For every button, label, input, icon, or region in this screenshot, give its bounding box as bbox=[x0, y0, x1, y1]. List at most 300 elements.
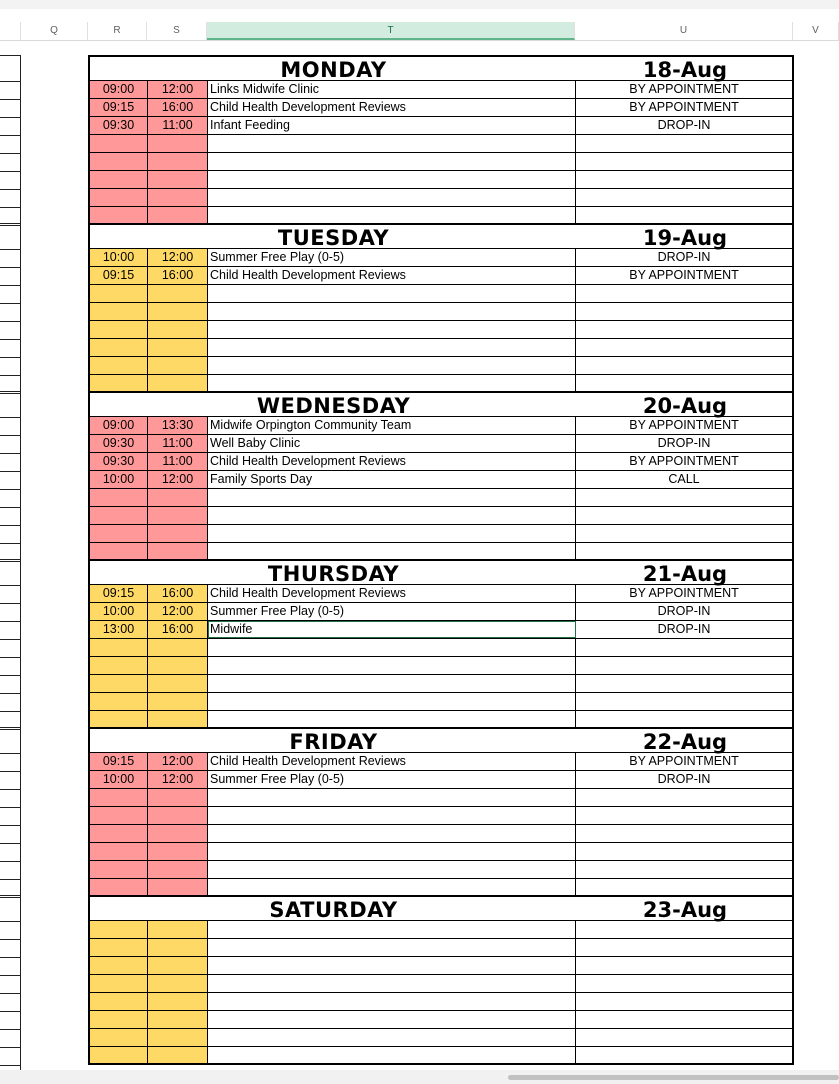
grid-line bbox=[0, 393, 21, 394]
start-time-cell[interactable] bbox=[90, 861, 148, 878]
activity-cell[interactable] bbox=[208, 957, 576, 974]
activity-cell[interactable] bbox=[208, 489, 576, 506]
grid-line bbox=[0, 939, 21, 940]
grid-line bbox=[0, 153, 21, 154]
start-time-cell[interactable]: 13:00 bbox=[90, 621, 148, 638]
end-time-cell[interactable] bbox=[148, 657, 208, 674]
grid-line bbox=[0, 727, 21, 728]
start-time-cell[interactable] bbox=[90, 339, 148, 356]
start-time-cell[interactable] bbox=[90, 525, 148, 542]
end-time-cell[interactable] bbox=[148, 789, 208, 806]
end-time-cell[interactable] bbox=[148, 375, 208, 392]
activity-cell[interactable] bbox=[208, 711, 576, 728]
booking-type-cell[interactable] bbox=[576, 921, 792, 938]
activity-cell[interactable] bbox=[208, 1011, 576, 1028]
activity-cell[interactable] bbox=[208, 789, 576, 806]
schedule-row[interactable] bbox=[88, 507, 794, 525]
booking-type-cell[interactable] bbox=[576, 675, 792, 692]
activity-cell[interactable]: Infant Feeding bbox=[208, 117, 576, 134]
start-time-cell[interactable] bbox=[90, 993, 148, 1010]
booking-type-cell[interactable] bbox=[576, 489, 792, 506]
column-header-5[interactable]: U bbox=[575, 22, 793, 40]
end-time-cell[interactable]: 16:00 bbox=[148, 621, 208, 638]
activity-cell[interactable] bbox=[208, 207, 576, 224]
schedule-row[interactable] bbox=[88, 471, 794, 489]
day-name: MONDAY bbox=[280, 58, 387, 82]
activity-cell[interactable] bbox=[208, 807, 576, 824]
grid-line bbox=[0, 525, 21, 526]
start-time-cell[interactable] bbox=[90, 789, 148, 806]
schedule-row[interactable] bbox=[88, 693, 794, 711]
start-time-cell[interactable] bbox=[90, 207, 148, 224]
day-date: 18-Aug bbox=[642, 58, 728, 82]
grid-line bbox=[0, 117, 21, 118]
end-time-cell[interactable] bbox=[148, 339, 208, 356]
schedule-row[interactable] bbox=[88, 1011, 794, 1029]
start-time-cell[interactable]: 09:15 bbox=[90, 267, 148, 284]
schedule-row[interactable] bbox=[88, 975, 794, 993]
booking-type-cell[interactable] bbox=[576, 153, 792, 170]
schedule-row[interactable] bbox=[88, 153, 794, 171]
end-time-cell[interactable] bbox=[148, 1047, 208, 1064]
grid-line bbox=[0, 171, 21, 172]
activity-cell[interactable] bbox=[208, 375, 576, 392]
activity-cell[interactable]: Child Health Development Reviews bbox=[208, 453, 576, 470]
booking-type-cell[interactable] bbox=[576, 861, 792, 878]
grid-line bbox=[0, 861, 21, 862]
start-time-cell[interactable] bbox=[90, 879, 148, 896]
schedule-row[interactable] bbox=[88, 843, 794, 861]
end-time-cell[interactable] bbox=[148, 189, 208, 206]
booking-type-cell[interactable] bbox=[576, 171, 792, 188]
day-header-saturday[interactable] bbox=[88, 895, 794, 921]
grid-line bbox=[0, 135, 21, 136]
grid-line bbox=[0, 561, 21, 562]
grid-line bbox=[0, 303, 21, 304]
schedule-row[interactable] bbox=[88, 453, 794, 471]
grid-line bbox=[0, 189, 21, 190]
schedule-row[interactable] bbox=[88, 321, 794, 339]
end-time-cell[interactable]: 12:00 bbox=[148, 603, 208, 620]
start-time-cell[interactable]: 09:15 bbox=[90, 753, 148, 770]
start-time-cell[interactable] bbox=[90, 189, 148, 206]
booking-type-cell[interactable]: DROP-IN bbox=[657, 772, 711, 786]
end-time-cell[interactable]: 16:00 bbox=[148, 99, 208, 116]
activity-cell[interactable]: Child Health Development Reviews bbox=[208, 753, 576, 770]
start-time-cell[interactable]: 09:30 bbox=[90, 117, 148, 134]
booking-type-cell[interactable] bbox=[576, 975, 792, 992]
booking-type-cell[interactable] bbox=[576, 507, 792, 524]
end-time-cell[interactable] bbox=[148, 207, 208, 224]
column-header-4[interactable]: T bbox=[207, 22, 575, 40]
toolbar-strip bbox=[0, 0, 839, 9]
start-time-cell[interactable] bbox=[90, 921, 148, 938]
activity-cell[interactable] bbox=[208, 879, 576, 896]
schedule-row[interactable] bbox=[88, 771, 794, 789]
start-time-cell[interactable] bbox=[90, 153, 148, 170]
start-time-cell[interactable] bbox=[90, 639, 148, 656]
schedule-row[interactable] bbox=[88, 135, 794, 153]
booking-type-cell[interactable] bbox=[576, 321, 792, 338]
booking-type-cell[interactable]: BY APPOINTMENT bbox=[629, 418, 739, 432]
booking-type-cell[interactable] bbox=[576, 303, 792, 320]
schedule-row[interactable] bbox=[88, 117, 794, 135]
end-time-cell[interactable] bbox=[148, 357, 208, 374]
activity-cell[interactable] bbox=[208, 507, 576, 524]
booking-type-cell[interactable]: BY APPOINTMENT bbox=[629, 82, 739, 96]
schedule-row[interactable] bbox=[88, 861, 794, 879]
start-time-cell[interactable]: 09:30 bbox=[90, 435, 148, 452]
booking-type-cell[interactable] bbox=[576, 1029, 792, 1046]
end-time-cell[interactable] bbox=[148, 1011, 208, 1028]
schedule-row[interactable] bbox=[88, 249, 794, 267]
horizontal-scrollbar[interactable] bbox=[0, 1070, 839, 1084]
booking-type-cell[interactable] bbox=[576, 339, 792, 356]
grid-line bbox=[0, 55, 21, 56]
day-date: 19-Aug bbox=[642, 226, 728, 250]
start-time-cell[interactable] bbox=[90, 285, 148, 302]
end-time-cell[interactable] bbox=[148, 171, 208, 188]
grid-line bbox=[0, 357, 21, 358]
column-header-6[interactable]: V bbox=[793, 22, 839, 40]
end-time-cell[interactable] bbox=[148, 957, 208, 974]
start-time-cell[interactable] bbox=[90, 171, 148, 188]
end-time-cell[interactable] bbox=[148, 489, 208, 506]
activity-cell[interactable] bbox=[208, 285, 576, 302]
schedule-row[interactable] bbox=[88, 357, 794, 375]
schedule-row[interactable] bbox=[88, 189, 794, 207]
end-time-cell[interactable]: 12:00 bbox=[148, 753, 208, 770]
end-time-cell[interactable]: 16:00 bbox=[148, 267, 208, 284]
grid-line bbox=[0, 843, 21, 844]
booking-type-cell[interactable] bbox=[576, 357, 792, 374]
start-time-cell[interactable] bbox=[90, 1047, 148, 1064]
end-time-cell[interactable] bbox=[148, 825, 208, 842]
booking-type-cell[interactable]: DROP-IN bbox=[657, 118, 711, 132]
end-time-cell[interactable] bbox=[148, 861, 208, 878]
activity-cell[interactable] bbox=[208, 639, 576, 656]
booking-type-cell[interactable]: BY APPOINTMENT bbox=[629, 754, 739, 768]
schedule-row[interactable] bbox=[88, 267, 794, 285]
start-time-cell[interactable]: 09:00 bbox=[90, 417, 148, 434]
start-time-cell[interactable] bbox=[90, 543, 148, 560]
booking-type-cell[interactable] bbox=[576, 135, 792, 152]
schedule-row[interactable] bbox=[88, 639, 794, 657]
booking-type-cell[interactable] bbox=[576, 993, 792, 1010]
start-time-cell[interactable] bbox=[90, 1029, 148, 1046]
activity-cell[interactable]: Midwife Orpington Community Team bbox=[208, 417, 576, 434]
start-time-cell[interactable] bbox=[90, 303, 148, 320]
schedule-row[interactable] bbox=[88, 789, 794, 807]
grid-line bbox=[0, 417, 21, 418]
start-time-cell[interactable] bbox=[90, 711, 148, 728]
activity-cell[interactable] bbox=[208, 153, 576, 170]
activity-cell[interactable] bbox=[208, 657, 576, 674]
column-header-bar bbox=[0, 22, 839, 41]
day-date: 20-Aug bbox=[642, 394, 728, 418]
booking-type-cell[interactable]: BY APPOINTMENT bbox=[629, 586, 739, 600]
start-time-cell[interactable] bbox=[90, 375, 148, 392]
activity-cell[interactable] bbox=[208, 543, 576, 560]
activity-cell[interactable]: Links Midwife Clinic bbox=[208, 81, 576, 98]
grid-line bbox=[0, 207, 21, 208]
activity-cell[interactable] bbox=[208, 1047, 576, 1064]
grid-line bbox=[0, 993, 21, 994]
end-time-cell[interactable] bbox=[148, 675, 208, 692]
grid-line bbox=[0, 225, 21, 226]
schedule-row[interactable] bbox=[88, 1029, 794, 1047]
day-header-friday[interactable] bbox=[88, 727, 794, 753]
schedule-row[interactable] bbox=[88, 285, 794, 303]
schedule-row[interactable] bbox=[88, 81, 794, 99]
booking-type-cell[interactable]: DROP-IN bbox=[657, 604, 711, 618]
end-time-cell[interactable] bbox=[148, 975, 208, 992]
activity-cell[interactable] bbox=[208, 303, 576, 320]
start-time-cell[interactable]: 09:30 bbox=[90, 453, 148, 470]
end-time-cell[interactable]: 12:00 bbox=[148, 81, 208, 98]
activity-cell[interactable] bbox=[208, 525, 576, 542]
end-time-cell[interactable] bbox=[148, 303, 208, 320]
column-header-2[interactable]: R bbox=[88, 22, 147, 40]
column-header-blank[interactable] bbox=[0, 22, 21, 40]
activity-cell[interactable]: Family Sports Day bbox=[208, 471, 576, 488]
schedule-row[interactable] bbox=[88, 621, 794, 639]
start-time-cell[interactable] bbox=[90, 843, 148, 860]
grid-line bbox=[0, 603, 21, 604]
schedule-row[interactable] bbox=[88, 525, 794, 543]
start-time-cell[interactable] bbox=[90, 975, 148, 992]
activity-cell[interactable] bbox=[208, 939, 576, 956]
activity-cell[interactable] bbox=[208, 861, 576, 878]
activity-cell[interactable]: Child Health Development Reviews bbox=[208, 585, 576, 602]
schedule-row[interactable] bbox=[88, 825, 794, 843]
end-time-cell[interactable] bbox=[148, 153, 208, 170]
activity-cell[interactable] bbox=[208, 135, 576, 152]
start-time-cell[interactable]: 09:15 bbox=[90, 99, 148, 116]
booking-type-cell[interactable] bbox=[576, 825, 792, 842]
schedule-row[interactable] bbox=[88, 99, 794, 117]
grid-line bbox=[0, 321, 21, 322]
booking-type-cell[interactable] bbox=[576, 543, 792, 560]
grid-line bbox=[0, 711, 21, 712]
schedule-row[interactable] bbox=[88, 171, 794, 189]
grid-line bbox=[0, 559, 21, 560]
end-time-cell[interactable]: 11:00 bbox=[148, 453, 208, 470]
booking-type-cell[interactable] bbox=[576, 843, 792, 860]
end-time-cell[interactable] bbox=[148, 285, 208, 302]
start-time-cell[interactable] bbox=[90, 675, 148, 692]
activity-cell[interactable]: Summer Free Play (0-5) bbox=[208, 771, 576, 788]
grid-line bbox=[0, 99, 21, 100]
booking-type-cell[interactable] bbox=[576, 939, 792, 956]
activity-cell[interactable] bbox=[208, 975, 576, 992]
grid-line bbox=[0, 693, 21, 694]
day-header-thursday[interactable] bbox=[88, 559, 794, 585]
schedule-row[interactable] bbox=[88, 657, 794, 675]
schedule-row[interactable] bbox=[88, 753, 794, 771]
start-time-cell[interactable] bbox=[90, 939, 148, 956]
booking-type-cell[interactable]: CALL bbox=[668, 472, 700, 486]
booking-type-cell[interactable] bbox=[576, 525, 792, 542]
grid-line bbox=[0, 957, 21, 958]
booking-type-cell[interactable]: DROP-IN bbox=[657, 436, 711, 450]
start-time-cell[interactable] bbox=[90, 825, 148, 842]
grid-line bbox=[0, 729, 21, 730]
end-time-cell[interactable]: 12:00 bbox=[148, 249, 208, 266]
start-time-cell[interactable] bbox=[90, 507, 148, 524]
booking-type-cell[interactable] bbox=[576, 285, 792, 302]
end-time-cell[interactable] bbox=[148, 135, 208, 152]
start-time-cell[interactable]: 10:00 bbox=[90, 603, 148, 620]
day-name: TUESDAY bbox=[277, 226, 390, 250]
end-time-cell[interactable]: 11:00 bbox=[148, 117, 208, 134]
booking-type-cell[interactable] bbox=[576, 789, 792, 806]
start-time-cell[interactable] bbox=[90, 657, 148, 674]
booking-type-cell[interactable] bbox=[576, 693, 792, 710]
end-time-cell[interactable] bbox=[148, 1029, 208, 1046]
activity-cell[interactable] bbox=[208, 825, 576, 842]
booking-type-cell[interactable] bbox=[576, 879, 792, 896]
column-header-3[interactable]: S bbox=[147, 22, 207, 40]
schedule-row[interactable] bbox=[88, 675, 794, 693]
activity-cell[interactable] bbox=[208, 321, 576, 338]
day-name: WEDNESDAY bbox=[256, 394, 411, 418]
booking-type-cell[interactable]: BY APPOINTMENT bbox=[629, 268, 739, 282]
grid-line bbox=[0, 285, 21, 286]
booking-type-cell[interactable]: BY APPOINTMENT bbox=[629, 100, 739, 114]
activity-cell[interactable] bbox=[208, 843, 576, 860]
grid-line bbox=[0, 435, 21, 436]
grid-line bbox=[0, 771, 21, 772]
day-name: FRIDAY bbox=[289, 730, 378, 754]
activity-cell[interactable]: Summer Free Play (0-5) bbox=[208, 249, 576, 266]
grid-line bbox=[0, 585, 21, 586]
schedule-row[interactable] bbox=[88, 417, 794, 435]
column-header-1[interactable]: Q bbox=[21, 22, 88, 40]
start-time-cell[interactable] bbox=[90, 693, 148, 710]
start-time-cell[interactable] bbox=[90, 957, 148, 974]
grid-line bbox=[0, 1065, 21, 1066]
booking-type-cell[interactable]: BY APPOINTMENT bbox=[629, 454, 739, 468]
schedule-row[interactable] bbox=[88, 957, 794, 975]
grid-line bbox=[0, 375, 21, 376]
grid-line bbox=[0, 921, 21, 922]
schedule-row[interactable] bbox=[88, 939, 794, 957]
grid-line bbox=[0, 639, 21, 640]
activity-cell[interactable]: Summer Free Play (0-5) bbox=[208, 603, 576, 620]
booking-type-cell[interactable] bbox=[576, 375, 792, 392]
schedule-row[interactable] bbox=[88, 303, 794, 321]
activity-cell[interactable] bbox=[208, 675, 576, 692]
start-time-cell[interactable] bbox=[90, 807, 148, 824]
end-time-cell[interactable] bbox=[148, 321, 208, 338]
activity-cell[interactable] bbox=[208, 357, 576, 374]
day-header-monday[interactable] bbox=[88, 55, 794, 81]
activity-cell[interactable]: Midwife bbox=[208, 621, 576, 638]
end-time-cell[interactable]: 16:00 bbox=[148, 585, 208, 602]
left-column-border bbox=[0, 55, 21, 1079]
activity-cell[interactable] bbox=[208, 339, 576, 356]
start-time-cell[interactable]: 09:15 bbox=[90, 585, 148, 602]
start-time-cell[interactable] bbox=[90, 321, 148, 338]
activity-cell[interactable] bbox=[208, 171, 576, 188]
start-time-cell[interactable] bbox=[90, 135, 148, 152]
end-time-cell[interactable] bbox=[148, 711, 208, 728]
grid-line bbox=[0, 543, 21, 544]
end-time-cell[interactable] bbox=[148, 921, 208, 938]
day-header-wednesday[interactable] bbox=[88, 391, 794, 417]
scrollbar-thumb[interactable] bbox=[508, 1075, 839, 1080]
schedule-row[interactable] bbox=[88, 993, 794, 1011]
activity-cell[interactable]: Child Health Development Reviews bbox=[208, 267, 576, 284]
day-date: 23-Aug bbox=[642, 898, 728, 922]
start-time-cell[interactable]: 10:00 bbox=[90, 771, 148, 788]
start-time-cell[interactable]: 09:00 bbox=[90, 81, 148, 98]
schedule-row[interactable] bbox=[88, 921, 794, 939]
booking-type-cell[interactable] bbox=[576, 1011, 792, 1028]
end-time-cell[interactable]: 13:30 bbox=[148, 417, 208, 434]
end-time-cell[interactable] bbox=[148, 639, 208, 656]
booking-type-cell[interactable] bbox=[576, 639, 792, 656]
booking-type-cell[interactable] bbox=[576, 807, 792, 824]
start-time-cell[interactable] bbox=[90, 489, 148, 506]
schedule-row[interactable] bbox=[88, 807, 794, 825]
day-header-tuesday[interactable] bbox=[88, 223, 794, 249]
booking-type-cell[interactable] bbox=[576, 957, 792, 974]
booking-type-cell[interactable]: DROP-IN bbox=[657, 622, 711, 636]
end-time-cell[interactable] bbox=[148, 525, 208, 542]
end-time-cell[interactable] bbox=[148, 879, 208, 896]
booking-type-cell[interactable] bbox=[576, 711, 792, 728]
schedule-row[interactable] bbox=[88, 603, 794, 621]
activity-cell[interactable] bbox=[208, 189, 576, 206]
activity-cell[interactable] bbox=[208, 921, 576, 938]
schedule-row[interactable] bbox=[88, 339, 794, 357]
end-time-cell[interactable]: 12:00 bbox=[148, 471, 208, 488]
start-time-cell[interactable] bbox=[90, 1011, 148, 1028]
end-time-cell[interactable] bbox=[148, 543, 208, 560]
end-time-cell[interactable] bbox=[148, 807, 208, 824]
grid-line bbox=[0, 975, 21, 976]
end-time-cell[interactable] bbox=[148, 939, 208, 956]
end-time-cell[interactable] bbox=[148, 693, 208, 710]
booking-type-cell[interactable] bbox=[576, 189, 792, 206]
schedule-row[interactable] bbox=[88, 435, 794, 453]
activity-cell[interactable]: Child Health Development Reviews bbox=[208, 99, 576, 116]
grid-line bbox=[0, 471, 21, 472]
activity-cell[interactable] bbox=[208, 993, 576, 1010]
start-time-cell[interactable]: 10:00 bbox=[90, 471, 148, 488]
schedule-row[interactable] bbox=[88, 489, 794, 507]
schedule-row[interactable] bbox=[88, 585, 794, 603]
booking-type-cell[interactable] bbox=[576, 1047, 792, 1064]
booking-type-cell[interactable]: DROP-IN bbox=[657, 250, 711, 264]
grid-line bbox=[0, 81, 21, 82]
end-time-cell[interactable]: 12:00 bbox=[148, 771, 208, 788]
end-time-cell[interactable] bbox=[148, 507, 208, 524]
end-time-cell[interactable]: 11:00 bbox=[148, 435, 208, 452]
start-time-cell[interactable]: 10:00 bbox=[90, 249, 148, 266]
grid-line bbox=[0, 507, 21, 508]
activity-cell[interactable]: Well Baby Clinic bbox=[208, 435, 576, 452]
activity-cell[interactable] bbox=[208, 1029, 576, 1046]
end-time-cell[interactable] bbox=[148, 843, 208, 860]
activity-cell[interactable] bbox=[208, 693, 576, 710]
booking-type-cell[interactable] bbox=[576, 207, 792, 224]
booking-type-cell[interactable] bbox=[576, 657, 792, 674]
start-time-cell[interactable] bbox=[90, 357, 148, 374]
end-time-cell[interactable] bbox=[148, 993, 208, 1010]
